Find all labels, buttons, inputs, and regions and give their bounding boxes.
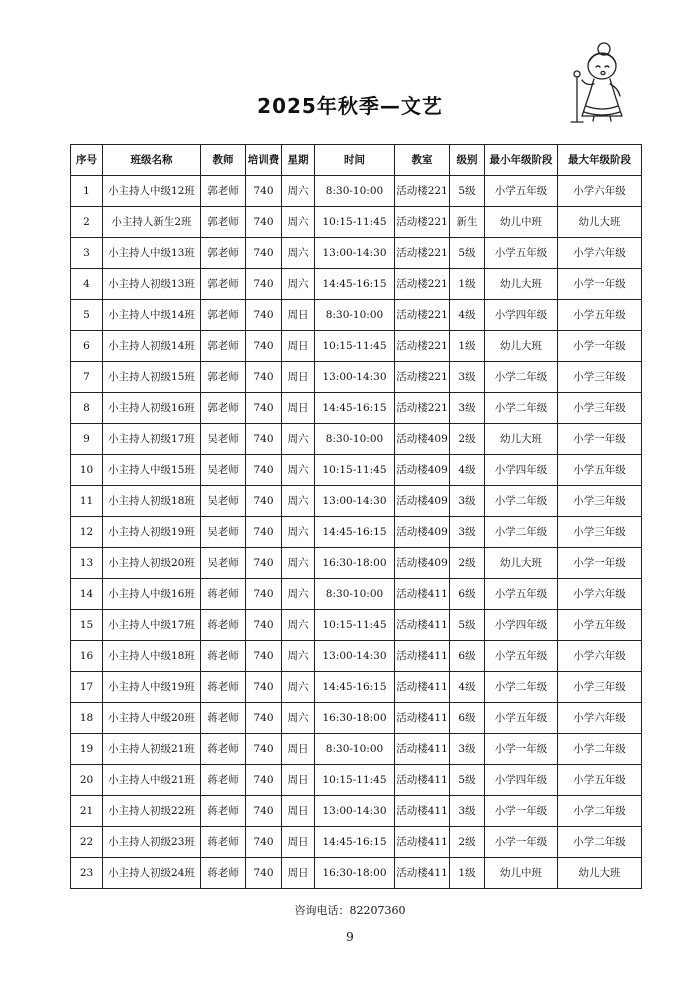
cell-level: 3级 [450,393,485,424]
cell-level: 1级 [450,858,485,889]
header-classroom: 教室 [395,145,450,176]
cell-teacher: 吴老师 [201,486,246,517]
cell-min-grade: 小学二年级 [485,486,558,517]
cell-class-name: 小主持人中级17班 [103,610,201,641]
cell-max-grade: 小学五年级 [558,610,642,641]
cell-classroom: 活动楼221 [395,393,450,424]
cell-classroom: 活动楼221 [395,362,450,393]
cell-min-grade: 小学四年级 [485,300,558,331]
cell-time: 10:15-11:45 [315,207,395,238]
cell-classroom: 活动楼411 [395,796,450,827]
cell-time: 13:00-14:30 [315,238,395,269]
singer-mascot-icon [560,40,634,124]
contact-phone: 咨询电话：82207360 [294,904,406,917]
cell-fee: 740 [246,331,282,362]
cell-fee: 740 [246,238,282,269]
table-row [71,517,642,548]
cell-max-grade: 小学二年级 [558,796,642,827]
cell-max-grade: 小学六年级 [558,579,642,610]
cell-level: 1级 [450,331,485,362]
cell-classroom: 活动楼411 [395,734,450,765]
cell-min-grade: 小学一年级 [485,734,558,765]
cell-class-name: 小主持人中级13班 [103,238,201,269]
cell-teacher: 蒋老师 [201,641,246,672]
cell-min-grade: 小学二年级 [485,362,558,393]
header-class-name: 班级名称 [103,145,201,176]
cell-class-name: 小主持人初级19班 [103,517,201,548]
cell-fee: 740 [246,858,282,889]
cell-level: 6级 [450,579,485,610]
cell-index: 3 [71,238,103,269]
cell-min-grade: 小学四年级 [485,610,558,641]
cell-classroom: 活动楼411 [395,703,450,734]
cell-weekday: 周日 [282,765,315,796]
cell-min-grade: 小学五年级 [485,641,558,672]
cell-teacher: 蒋老师 [201,765,246,796]
cell-fee: 740 [246,486,282,517]
cell-teacher: 郭老师 [201,238,246,269]
cell-index: 1 [71,176,103,207]
cell-min-grade: 幼儿大班 [485,269,558,300]
cell-level: 3级 [450,796,485,827]
table-header-row [71,145,642,176]
cell-fee: 740 [246,579,282,610]
cell-fee: 740 [246,455,282,486]
cell-weekday: 周六 [282,610,315,641]
cell-weekday: 周六 [282,548,315,579]
cell-classroom: 活动楼411 [395,858,450,889]
cell-classroom: 活动楼411 [395,641,450,672]
cell-classroom: 活动楼221 [395,176,450,207]
header-max-grade: 最大年级阶段 [558,145,642,176]
cell-teacher: 郭老师 [201,393,246,424]
cell-teacher: 蒋老师 [201,796,246,827]
cell-classroom: 活动楼409 [395,455,450,486]
cell-fee: 740 [246,827,282,858]
cell-fee: 740 [246,734,282,765]
cell-classroom: 活动楼221 [395,300,450,331]
cell-teacher: 郭老师 [201,207,246,238]
table-row [71,610,642,641]
cell-class-name: 小主持人初级23班 [103,827,201,858]
cell-class-name: 小主持人中级18班 [103,641,201,672]
cell-time: 8:30-10:00 [315,424,395,455]
cell-level: 5级 [450,610,485,641]
cell-index: 11 [71,486,103,517]
cell-time: 8:30-10:00 [315,300,395,331]
table-row [71,455,642,486]
cell-min-grade: 幼儿中班 [485,207,558,238]
cell-time: 13:00-14:30 [315,641,395,672]
cell-min-grade: 小学一年级 [485,827,558,858]
cell-class-name: 小主持人新生2班 [103,207,201,238]
table-row [71,176,642,207]
table-row [71,734,642,765]
cell-index: 18 [71,703,103,734]
cell-min-grade: 幼儿大班 [485,331,558,362]
cell-max-grade: 小学二年级 [558,734,642,765]
cell-min-grade: 幼儿大班 [485,548,558,579]
cell-weekday: 周六 [282,672,315,703]
cell-fee: 740 [246,610,282,641]
cell-teacher: 郭老师 [201,300,246,331]
cell-time: 8:30-10:00 [315,176,395,207]
cell-weekday: 周日 [282,393,315,424]
header-min-grade: 最小年级阶段 [485,145,558,176]
cell-max-grade: 小学三年级 [558,362,642,393]
cell-classroom: 活动楼411 [395,765,450,796]
header-weekday: 星期 [282,145,315,176]
cell-max-grade: 小学六年级 [558,176,642,207]
cell-level: 4级 [450,672,485,703]
cell-class-name: 小主持人中级19班 [103,672,201,703]
cell-index: 6 [71,331,103,362]
cell-min-grade: 幼儿大班 [485,424,558,455]
cell-index: 19 [71,734,103,765]
cell-max-grade: 小学一年级 [558,331,642,362]
cell-level: 5级 [450,765,485,796]
cell-class-name: 小主持人初级14班 [103,331,201,362]
cell-time: 16:30-18:00 [315,858,395,889]
cell-index: 14 [71,579,103,610]
cell-level: 3级 [450,517,485,548]
cell-level: 3级 [450,734,485,765]
cell-level: 5级 [450,176,485,207]
cell-level: 新生 [450,207,485,238]
cell-class-name: 小主持人中级14班 [103,300,201,331]
cell-max-grade: 小学五年级 [558,455,642,486]
table-row [71,548,642,579]
cell-level: 2级 [450,827,485,858]
cell-classroom: 活动楼221 [395,331,450,362]
table-row [71,486,642,517]
cell-fee: 740 [246,641,282,672]
cell-teacher: 蒋老师 [201,703,246,734]
cell-index: 10 [71,455,103,486]
cell-min-grade: 小学二年级 [485,517,558,548]
table-row [71,300,642,331]
cell-max-grade: 小学一年级 [558,424,642,455]
cell-class-name: 小主持人初级21班 [103,734,201,765]
cell-classroom: 活动楼221 [395,238,450,269]
cell-time: 14:45-16:15 [315,517,395,548]
cell-teacher: 蒋老师 [201,734,246,765]
cell-level: 4级 [450,455,485,486]
cell-min-grade: 小学一年级 [485,796,558,827]
cell-teacher: 郭老师 [201,331,246,362]
header-index: 序号 [71,145,103,176]
cell-min-grade: 小学二年级 [485,672,558,703]
cell-weekday: 周日 [282,331,315,362]
cell-classroom: 活动楼411 [395,827,450,858]
cell-fee: 740 [246,424,282,455]
table-row [71,858,642,889]
cell-teacher: 吴老师 [201,455,246,486]
page-title: 2025年秋季—文艺 [257,94,443,118]
cell-teacher: 郭老师 [201,176,246,207]
cell-classroom: 活动楼221 [395,207,450,238]
cell-level: 2级 [450,424,485,455]
cell-class-name: 小主持人初级18班 [103,486,201,517]
cell-class-name: 小主持人中级21班 [103,765,201,796]
cell-classroom: 活动楼411 [395,579,450,610]
cell-classroom: 活动楼411 [395,672,450,703]
cell-time: 14:45-16:15 [315,269,395,300]
table-row [71,331,642,362]
cell-time: 13:00-14:30 [315,362,395,393]
table-row [71,672,642,703]
cell-index: 13 [71,548,103,579]
cell-time: 14:45-16:15 [315,393,395,424]
table-row [71,424,642,455]
cell-classroom: 活动楼221 [395,269,450,300]
cell-fee: 740 [246,517,282,548]
cell-max-grade: 小学三年级 [558,517,642,548]
cell-weekday: 周六 [282,703,315,734]
cell-time: 10:15-11:45 [315,610,395,641]
cell-fee: 740 [246,176,282,207]
cell-index: 16 [71,641,103,672]
cell-classroom: 活动楼409 [395,424,450,455]
cell-level: 1级 [450,269,485,300]
cell-max-grade: 小学一年级 [558,269,642,300]
cell-fee: 740 [246,362,282,393]
cell-min-grade: 小学五年级 [485,238,558,269]
table-row [71,796,642,827]
cell-time: 8:30-10:00 [315,734,395,765]
cell-weekday: 周六 [282,207,315,238]
cell-max-grade: 小学五年级 [558,765,642,796]
cell-max-grade: 小学二年级 [558,827,642,858]
cell-weekday: 周六 [282,424,315,455]
table-row [71,207,642,238]
cell-class-name: 小主持人初级16班 [103,393,201,424]
cell-weekday: 周日 [282,300,315,331]
cell-level: 3级 [450,486,485,517]
schedule-table [70,144,642,889]
cell-index: 9 [71,424,103,455]
cell-max-grade: 小学六年级 [558,238,642,269]
cell-index: 17 [71,672,103,703]
cell-time: 10:15-11:45 [315,331,395,362]
cell-index: 12 [71,517,103,548]
cell-max-grade: 小学一年级 [558,548,642,579]
page-number: 9 [346,930,354,944]
cell-weekday: 周六 [282,455,315,486]
cell-classroom: 活动楼409 [395,517,450,548]
cell-class-name: 小主持人初级24班 [103,858,201,889]
cell-weekday: 周六 [282,579,315,610]
cell-teacher: 郭老师 [201,362,246,393]
header-level: 级别 [450,145,485,176]
cell-index: 22 [71,827,103,858]
cell-classroom: 活动楼409 [395,548,450,579]
cell-fee: 740 [246,672,282,703]
cell-class-name: 小主持人初级13班 [103,269,201,300]
table-row [71,827,642,858]
cell-max-grade: 小学五年级 [558,300,642,331]
table-row [71,641,642,672]
cell-max-grade: 幼儿大班 [558,858,642,889]
table-row [71,362,642,393]
cell-min-grade: 小学五年级 [485,703,558,734]
cell-fee: 740 [246,393,282,424]
cell-index: 21 [71,796,103,827]
cell-time: 13:00-14:30 [315,486,395,517]
cell-min-grade: 小学五年级 [485,176,558,207]
cell-fee: 740 [246,207,282,238]
cell-min-grade: 幼儿中班 [485,858,558,889]
cell-fee: 740 [246,765,282,796]
cell-level: 3级 [450,362,485,393]
cell-class-name: 小主持人初级17班 [103,424,201,455]
cell-time: 16:30-18:00 [315,548,395,579]
cell-teacher: 吴老师 [201,548,246,579]
table-row [71,393,642,424]
cell-level: 4级 [450,300,485,331]
cell-max-grade: 小学六年级 [558,703,642,734]
cell-teacher: 蒋老师 [201,610,246,641]
cell-fee: 740 [246,703,282,734]
table-row [71,579,642,610]
cell-index: 8 [71,393,103,424]
cell-teacher: 蒋老师 [201,579,246,610]
header-time: 时间 [315,145,395,176]
cell-max-grade: 小学三年级 [558,393,642,424]
cell-fee: 740 [246,269,282,300]
header-teacher: 教师 [201,145,246,176]
cell-level: 6级 [450,641,485,672]
cell-index: 4 [71,269,103,300]
cell-fee: 740 [246,548,282,579]
header-fee: 培训费 [246,145,282,176]
cell-level: 6级 [450,703,485,734]
cell-fee: 740 [246,796,282,827]
cell-index: 20 [71,765,103,796]
cell-index: 5 [71,300,103,331]
cell-weekday: 周日 [282,362,315,393]
cell-min-grade: 小学四年级 [485,765,558,796]
cell-class-name: 小主持人初级20班 [103,548,201,579]
cell-time: 13:00-14:30 [315,796,395,827]
cell-max-grade: 小学六年级 [558,641,642,672]
cell-weekday: 周日 [282,796,315,827]
cell-weekday: 周六 [282,269,315,300]
cell-class-name: 小主持人中级12班 [103,176,201,207]
cell-teacher: 吴老师 [201,424,246,455]
cell-weekday: 周日 [282,734,315,765]
cell-index: 15 [71,610,103,641]
cell-classroom: 活动楼409 [395,486,450,517]
cell-class-name: 小主持人中级16班 [103,579,201,610]
cell-max-grade: 小学三年级 [558,486,642,517]
cell-teacher: 蒋老师 [201,858,246,889]
cell-weekday: 周六 [282,176,315,207]
cell-class-name: 小主持人初级22班 [103,796,201,827]
table-row [71,703,642,734]
cell-index: 7 [71,362,103,393]
table-row [71,269,642,300]
cell-weekday: 周六 [282,238,315,269]
cell-time: 14:45-16:15 [315,827,395,858]
cell-teacher: 郭老师 [201,269,246,300]
cell-weekday: 周六 [282,517,315,548]
cell-weekday: 周日 [282,827,315,858]
cell-time: 16:30-18:00 [315,703,395,734]
cell-class-name: 小主持人中级15班 [103,455,201,486]
cell-max-grade: 幼儿大班 [558,207,642,238]
cell-classroom: 活动楼411 [395,610,450,641]
cell-class-name: 小主持人初级15班 [103,362,201,393]
cell-index: 23 [71,858,103,889]
cell-min-grade: 小学二年级 [485,393,558,424]
cell-time: 8:30-10:00 [315,579,395,610]
cell-weekday: 周日 [282,858,315,889]
cell-teacher: 吴老师 [201,517,246,548]
cell-level: 2级 [450,548,485,579]
cell-min-grade: 小学五年级 [485,579,558,610]
cell-weekday: 周六 [282,486,315,517]
cell-min-grade: 小学四年级 [485,455,558,486]
cell-class-name: 小主持人中级20班 [103,703,201,734]
cell-fee: 740 [246,300,282,331]
cell-time: 14:45-16:15 [315,672,395,703]
cell-index: 2 [71,207,103,238]
cell-teacher: 蒋老师 [201,672,246,703]
cell-max-grade: 小学三年级 [558,672,642,703]
table-row [71,765,642,796]
cell-teacher: 蒋老师 [201,827,246,858]
cell-time: 10:15-11:45 [315,455,395,486]
table-row [71,238,642,269]
cell-time: 10:15-11:45 [315,765,395,796]
cell-weekday: 周六 [282,641,315,672]
cell-level: 5级 [450,238,485,269]
